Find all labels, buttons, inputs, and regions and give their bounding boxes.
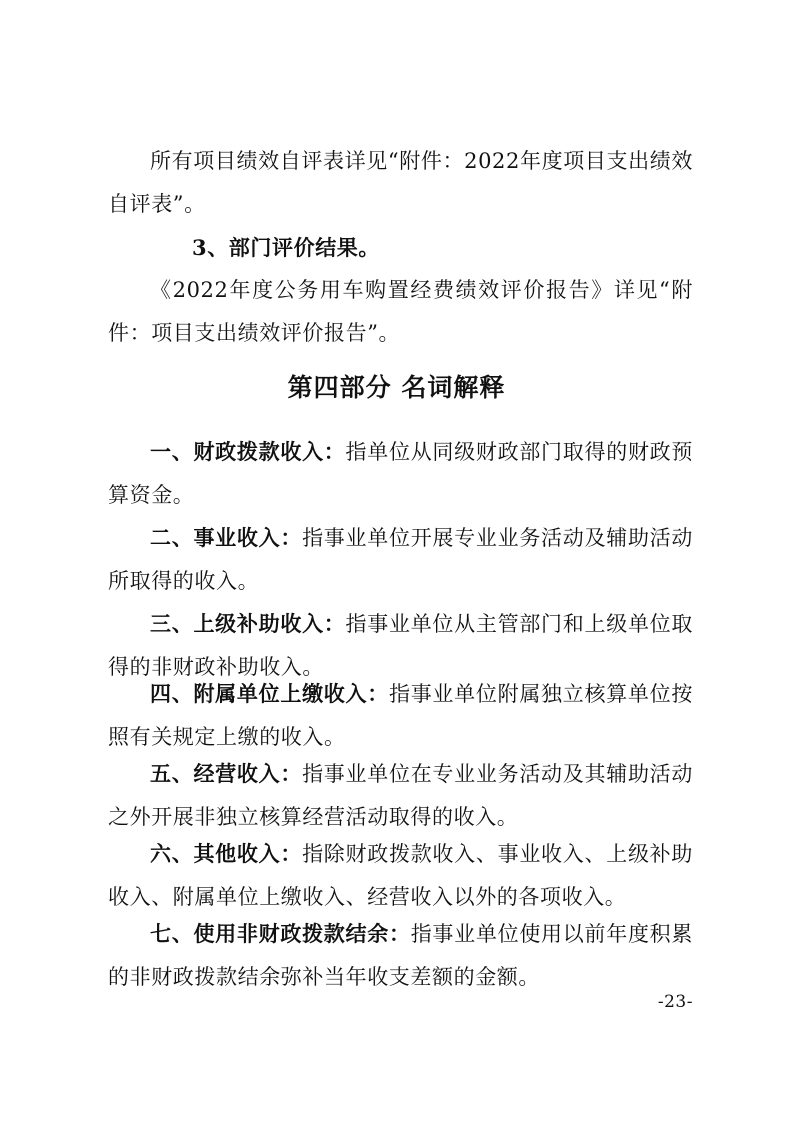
definition-text: 指事业单位附属独立核算单位按照有关规定上缴的收入。	[108, 682, 693, 749]
definition-affiliated-remittance	[108, 672, 693, 759]
definition-business-income	[108, 516, 693, 603]
definition-term: 一、财政拨款收入：	[150, 439, 346, 464]
definition-term: 五、经营收入：	[150, 761, 303, 786]
definition-other-income	[108, 832, 693, 919]
definition-non-fiscal-surplus	[108, 912, 693, 999]
definition-text: 指事业单位使用以前年度积累的非财政拨款结余弥补当年收支差额的金额。	[108, 922, 693, 989]
paragraph-evaluation-report: 《2022年度公务用车购置经费绩效评价报告》详见“附件：项目支出绩效评价报告”。	[108, 278, 693, 345]
definition-term: 二、事业收入：	[150, 525, 303, 550]
definition-term: 三、上级补助收入：	[150, 611, 346, 636]
page-number: -23-	[657, 992, 693, 1012]
definition-text: 指除财政拨款收入、事业收入、上级补助收入、附属单位上缴收入、经营收入以外的各项收入。	[108, 842, 693, 909]
definition-term: 七、使用非财政拨款结余：	[150, 921, 411, 946]
definition-text: 指事业单位开展专业业务活动及辅助活动所取得的收入。	[108, 526, 693, 593]
definition-text: 指事业单位在专业业务活动及其辅助活动之外开展非独立核算经营活动取得的收入。	[108, 762, 693, 829]
definition-text: 指事业单位从主管部门和上级单位取得的非财政补助收入。	[108, 612, 693, 679]
section-title: 第四部分 名词解释	[287, 373, 506, 402]
definition-text: 指单位从同级财政部门取得的财政预算资金。	[108, 440, 693, 507]
definition-operating-income	[108, 752, 693, 839]
definition-fiscal-appropriation	[108, 430, 693, 517]
paragraph-self-evaluation: 所有项目绩效自评表详见“附件：2022年度项目支出绩效自评表”。	[108, 149, 693, 216]
definition-term: 四、附属单位上缴收入：	[150, 681, 389, 706]
subheading-department-evaluation: 3、部门评价结果。	[192, 235, 381, 260]
definition-term: 六、其他收入：	[150, 841, 303, 866]
